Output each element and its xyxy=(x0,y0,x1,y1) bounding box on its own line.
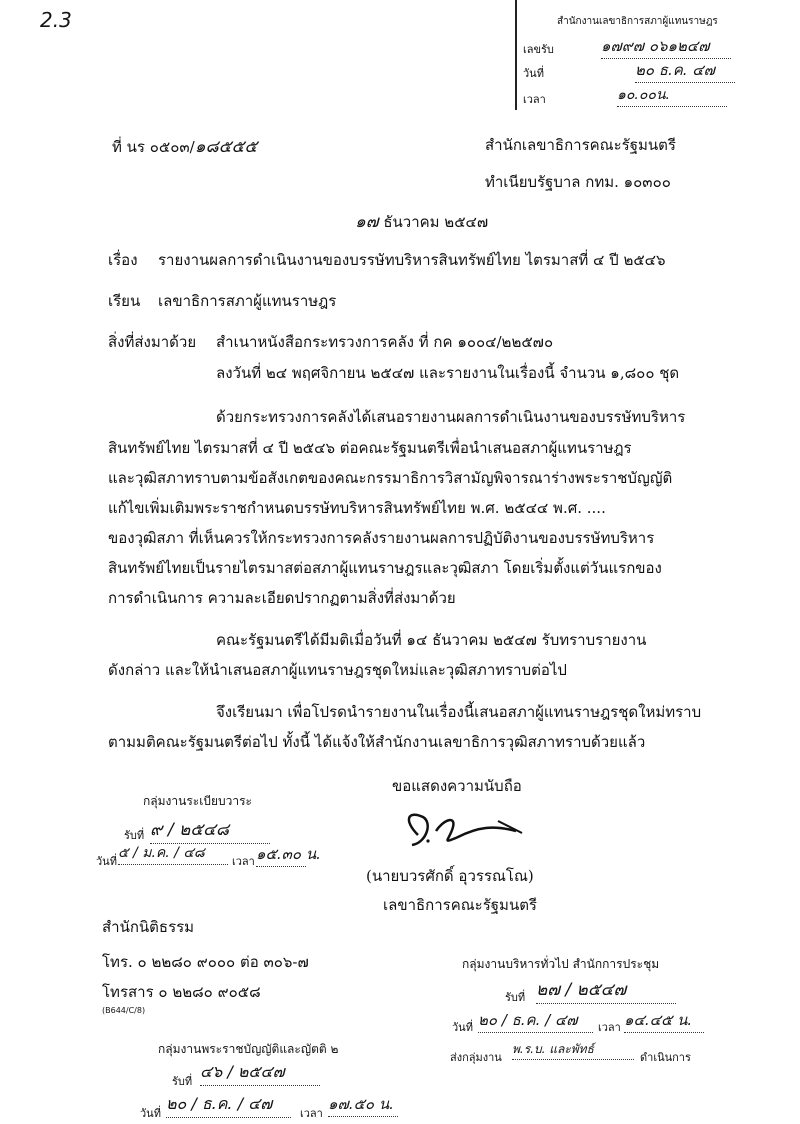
legal-recv-label: รับที่ xyxy=(172,1075,193,1088)
legal-time-value: ๑๗.๕๐ น. xyxy=(328,1092,398,1117)
to-text: เลขาธิการสภาผู้แทนราษฎร xyxy=(158,292,337,310)
para1-line: สินทรัพย์ไทย ไตรมาสที่ ๔ ปี ๒๕๔๖ ต่อคณะรัฐมนตรีเพื่อนำเสนอสภาผู้แทนราษฎร xyxy=(108,439,632,457)
legal-date-label: วันที่ xyxy=(140,1107,161,1120)
admin-route-label: ส่งกลุ่มงาน xyxy=(450,1051,502,1064)
legal-date-value: ๒๐ / ธ.ค. / ๔๗ xyxy=(166,1092,291,1118)
legal-recv-value: ๔๖ / ๒๕๔๗ xyxy=(200,1060,320,1086)
legal-time-label: เวลา xyxy=(300,1107,323,1120)
para1-line: สินทรัพย์ไทยเป็นรายไตรมาสต่อสภาผู้แทนราษฎรและวุฒิสภา โดยเริ่มตั้งแต่วันแรกของ xyxy=(108,559,662,577)
para3-line: ตามมติคณะรัฐมนตรีต่อไป ทั้งนี้ ได้แจ้งให้สำนักงานเลขาธิการวุฒิสภาทราบด้วยแล้ว xyxy=(108,733,646,751)
signature xyxy=(398,805,538,855)
registry-date-value: ๕ / ม.ค. / ๔๘ xyxy=(118,842,228,865)
receipt-date-value: ๒๐ ธ.ค. ๔๗ xyxy=(635,58,735,83)
letter-date-day: ๑๗ xyxy=(355,212,379,232)
to-label: เรียน xyxy=(108,292,141,310)
enclosure-label: สิ่งที่ส่งมาด้วย xyxy=(108,333,197,351)
registry-recv-value: ๙ / ๒๕๔๘ xyxy=(150,816,270,844)
para1-line: และวุฒิสภาทราบตามข้อสังเกตของคณะกรรมาธิการวิสามัญพิจารณาร่างพระราชบัญญัติ xyxy=(108,469,673,487)
admin-recv-label: รับที่ xyxy=(505,991,526,1004)
legal-stamp-title: กลุ่มงานพระราชบัญญัติและญัตติ ๒ xyxy=(158,1042,339,1056)
enclosure-line-2: ลงวันที่ ๒๔ พฤศจิกายน ๒๕๔๗ และรายงานในเรื่องนี้ จำนวน ๑,๘๐๐ ชุด xyxy=(216,364,680,382)
admin-recv-value: ๒๗ / ๒๕๔๗ xyxy=(536,976,676,1004)
letter-date xyxy=(355,208,488,235)
admin-stamp-title: กลุ่มงานบริหารทั่วไป สำนักการประชุม xyxy=(462,957,660,971)
registry-recv-label: รับที่ xyxy=(124,829,145,842)
admin-route-suffix: ดำเนินการ xyxy=(640,1051,691,1064)
para1-line: ด้วยกระทรวงการคลังได้เสนอรายงานผลการดำเนินงานของบรรษัทบริหาร xyxy=(216,408,686,426)
para2-line: ดังกล่าว และให้นำเสนอสภาผู้แทนราษฎรชุดใหม่และวุฒิสภาทราบต่อไป xyxy=(108,661,567,679)
receipt-stamp-header: สำนักงานเลขาธิการสภาผู้แทนราษฎร xyxy=(557,16,718,27)
form-code: (B644/C/8) xyxy=(102,1006,146,1015)
fax: โทรสาร ๐ ๒๒๘๐ ๙๐๕๘ xyxy=(102,983,261,1001)
receipt-number-label: เลขรับ xyxy=(523,43,554,56)
receipt-stamp xyxy=(515,0,800,110)
closing: ขอแสดงความนับถือ xyxy=(392,777,522,795)
para1-line: ของวุฒิสภา ที่เห็นควรให้กระทรวงการคลังรายงานผลการปฏิบัติงานของบรรษัทบริหาร xyxy=(108,529,655,547)
letter-date-rest: ธันวาคม ๒๕๔๗ xyxy=(383,213,489,231)
receipt-number-value: ๑๗๙๗ ๐๖๑๒๔๗ xyxy=(601,34,731,59)
admin-time-value: ๑๔.๔๕ น. xyxy=(624,1008,704,1033)
reference-number xyxy=(112,133,257,160)
para1-line: แก้ไขเพิ่มเติมพระราชกำหนดบรรษัทบริหารสินทรัพย์ไทย พ.ศ. ๒๕๔๔ พ.ศ. .... xyxy=(108,499,606,517)
phone: โทร. ๐ ๒๒๘๐ ๙๐๐๐ ต่อ ๓๐๖-๗ xyxy=(102,953,309,971)
registry-time-label: เวลา xyxy=(232,855,255,868)
receipt-time-value: ๑๐.๐๐น. xyxy=(617,84,727,107)
reference-handwritten: ๑๘๕๕๕ xyxy=(194,137,258,157)
admin-date-value: ๒๐ / ธ.ค. / ๔๗ xyxy=(478,1008,593,1033)
subject-label: เรื่อง xyxy=(108,251,138,269)
receipt-time-label: เวลา xyxy=(523,93,546,106)
signer-name: (นายบวรศักดิ์ อุวรรณโณ) xyxy=(366,867,534,885)
para3-line: จึงเรียนมา เพื่อโปรดนำรายงานในเรื่องนี้เสนอสภาผู้แทนราษฎรชุดใหม่ทราบ xyxy=(216,703,702,721)
subject-text: รายงานผลการดำเนินงานของบรรษัทบริหารสินทรัพย์ไทย ไตรมาสที่ ๔ ปี ๒๕๔๖ xyxy=(158,251,666,269)
sender-office: สำนักเลขาธิการคณะรัฐมนตรี xyxy=(485,136,676,154)
registry-stamp-title: กลุ่มงานระเบียบวาระ xyxy=(143,794,252,808)
registry-time-value: ๑๕.๓๐ น. xyxy=(256,842,306,867)
signer-title: เลขาธิการคณะรัฐมนตรี xyxy=(383,896,537,914)
admin-route-value: พ.ร.บ. และพัทธ์ xyxy=(512,1040,634,1060)
admin-date-label: วันที่ xyxy=(452,1021,473,1034)
reference-prefix: ที่ นร ๐๕๐๓/ xyxy=(112,138,195,156)
receipt-date-label: วันที่ xyxy=(523,67,544,80)
sender-address: ทำเนียบรัฐบาล กทม. ๑๐๓๐๐ xyxy=(485,173,671,191)
admin-time-label: เวลา xyxy=(598,1021,621,1034)
enclosure-line-1: สำเนาหนังสือกระทรวงการคลัง ที่ กค ๑๐๐๔/๒๒๕๗๐ xyxy=(216,333,554,351)
para2-line: คณะรัฐมนตรีได้มีมติเมื่อวันที่ ๑๔ ธันวาคม ๒๕๔๗ รับทราบรายงาน xyxy=(216,631,647,649)
division: สำนักนิติธรรม xyxy=(102,918,195,936)
para1-line: การดำเนินการ ความละเอียดปรากฏตามสิ่งที่ส่งมาด้วย xyxy=(108,589,456,607)
registry-date-label: วันที่ xyxy=(96,855,117,868)
page-number: 2.3 xyxy=(40,8,72,32)
